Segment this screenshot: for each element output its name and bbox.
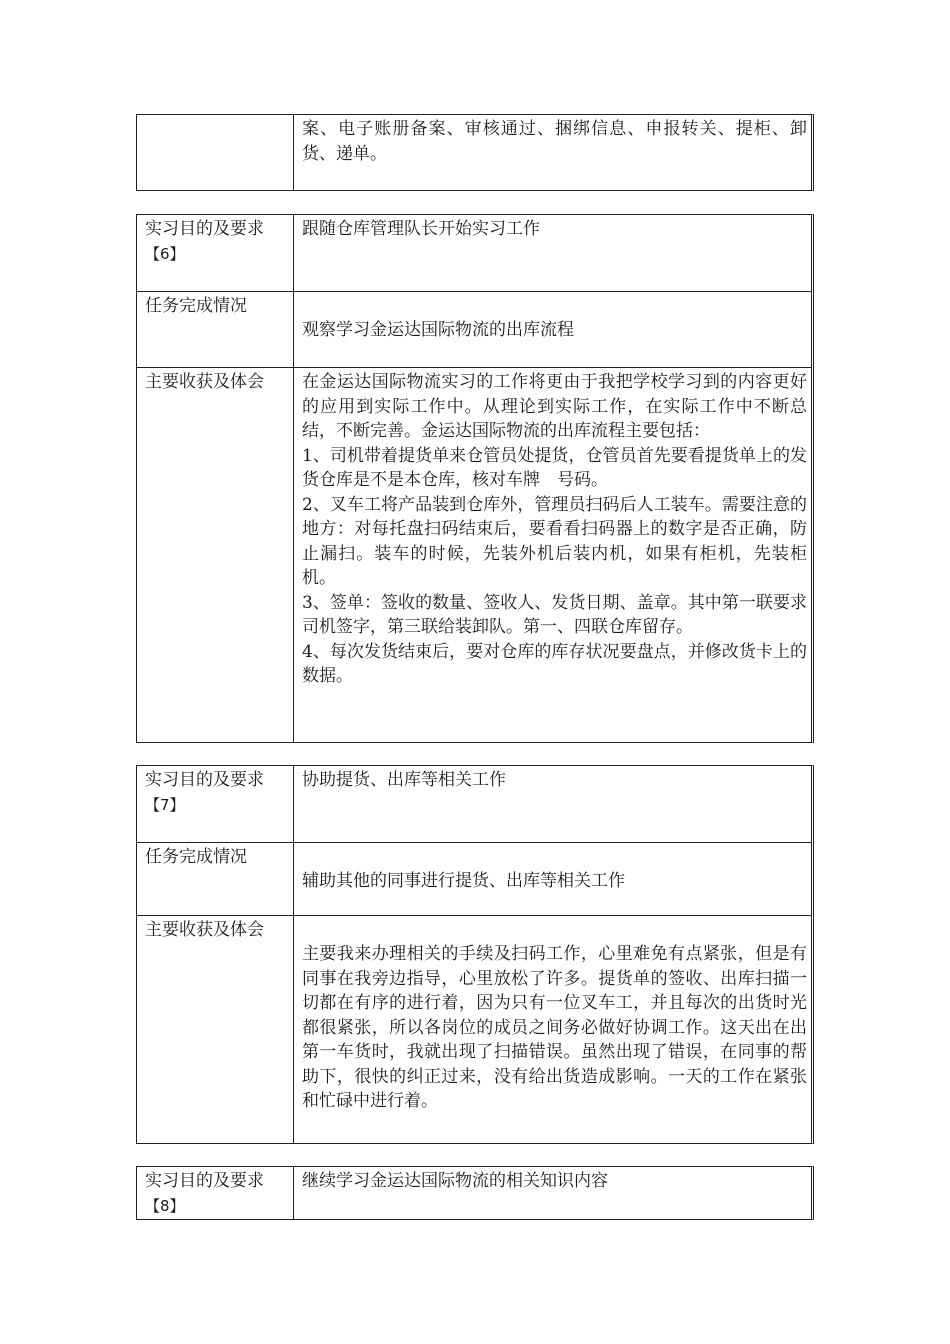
goal-text: 协助提货、出库等相关工作 [302,770,506,790]
table-continuation [136,114,814,191]
table-row-goal [137,215,811,292]
gain-label: 主要收获及体会 [137,368,294,742]
gain-paragraph: 4、每次发货结束后，要对仓库的库存状况要盘点，并修改货卡上的数据。 [302,641,807,686]
gain-paragraph: 1、司机带着提货单来仓管员处提货，仓管员首先要看提货单上的发货仓库是不是本仓库，核对车牌 号码。 [302,445,807,490]
table-row-goal [137,766,811,843]
entry-number: 【6】 [145,244,185,263]
gain-text: 主要我来办理相关的手续及扫码工作，心里难免有点紧张，但是有同事在我旁边指导，心里放松了许多。提货单的签收、出库扫描一切都在有序的进行着，因为只有一位叉车工，并且每次的出货时光都很紧张，所以各岗位的成员之间务必做好协调工作。这天出在出第一车货时，我就出现了扫描错误。虽然出现了错误，在同事的帮助下，很快的纠正过来，没有给出货造成影响。一天的工作在紧张和忙碌中进行着。 [302,944,807,1111]
table-internship-8 [136,1166,814,1220]
empty-label-cell [137,115,294,190]
gain-paragraph: 3、签单：签收的数量、签收人、发货日期、盖章。其中第一联要求司机签字，第三联给装卸队。第一、四联仓库留存。 [302,592,807,637]
table-internship-6 [136,214,814,743]
task-label: 任务完成情况 [137,292,294,367]
task-text: 观察学习金运达国际物流的出库流程 [302,320,574,340]
table-row-task [137,292,811,368]
gain-label: 主要收获及体会 [137,916,294,1143]
gain-paragraph: 在金运达国际物流实习的工作将更由于我把学校学习到的内容更好的应用到实际工作中。从理论到实际工作，在实际工作中不断总结，不断完善。金运达国际物流的出库流程主要包括： [302,372,807,441]
table-internship-7 [136,765,814,1144]
task-label: 任务完成情况 [137,843,294,915]
gain-text [294,368,811,742]
continuation-text: 案、电子账册备案、审核通过、捆绑信息、申报转关、提柜、卸货、递单。 [302,119,807,164]
entry-number: 【8】 [145,1196,185,1215]
goal-text: 跟随仓库管理队长开始实习工作 [302,219,540,239]
table-row [137,115,811,190]
table-row-task [137,843,811,916]
goal-text: 继续学习金运达国际物流的相关知识内容 [302,1171,608,1191]
table-row-gain [137,368,811,742]
table-row-goal [137,1167,811,1219]
gain-paragraph: 2、叉车工将产品装到仓库外，管理员扫码后人工装车。需要注意的地方：对每托盘扫码结束后，要看看扫码器上的数字是否正确，防止漏扫。装车的时候，先装外机后装内机，如果有柜机，先装柜机。 [302,494,807,588]
entry-number: 【7】 [145,795,185,814]
task-text: 辅助其他的同事进行提货、出库等相关工作 [302,871,625,891]
table-row-gain [137,916,811,1143]
goal-label: 实习目的及要求 【6】 [137,215,294,291]
goal-label: 实习目的及要求 【7】 [137,766,294,842]
goal-label: 实习目的及要求 【8】 [137,1167,294,1219]
